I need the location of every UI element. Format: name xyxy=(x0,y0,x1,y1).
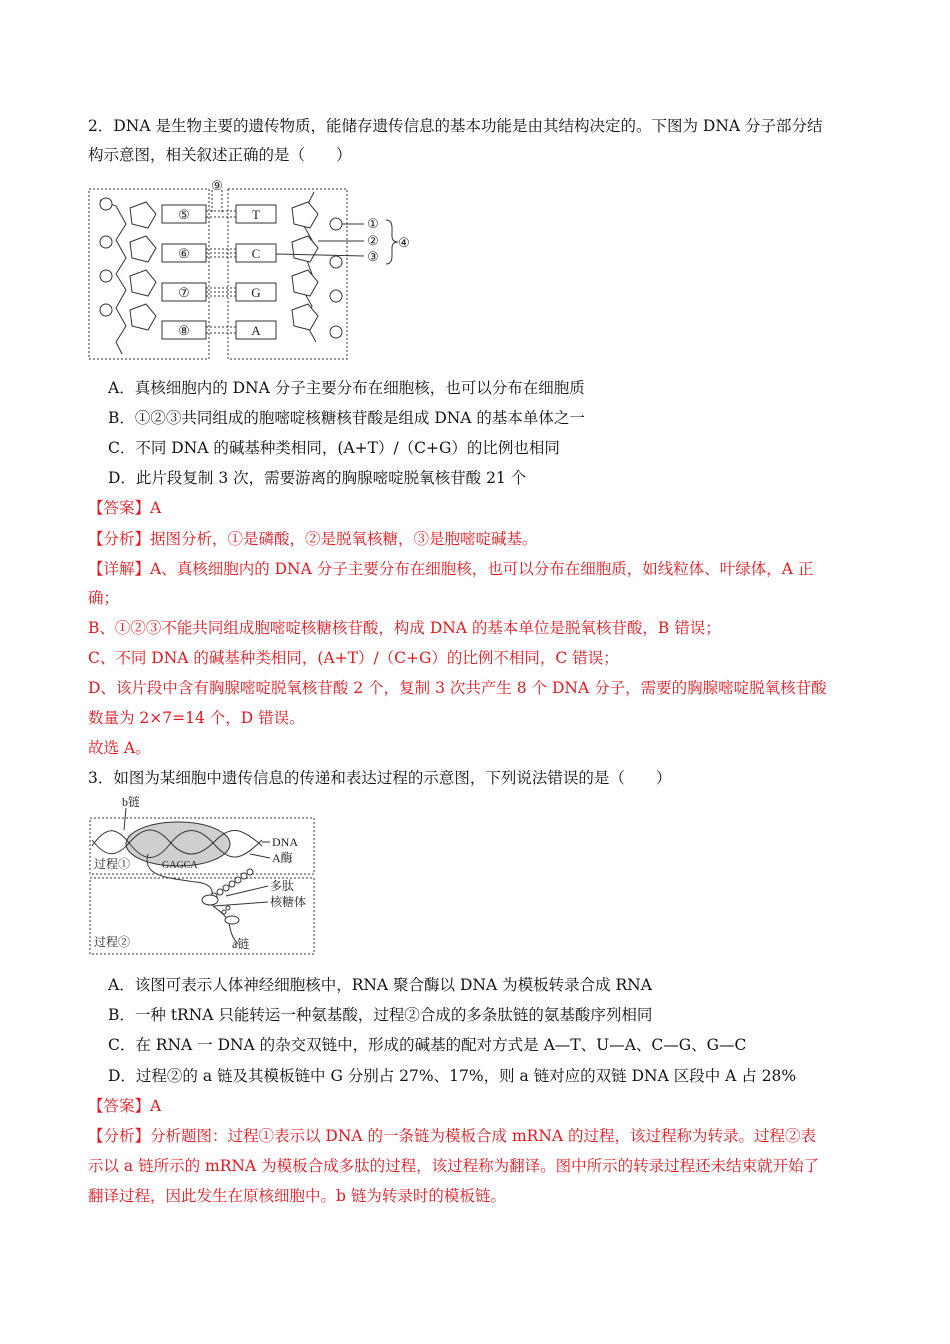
q2-stem-line2: 构示意图，相关叙述正确的是（ ） xyxy=(88,146,352,164)
q3-answer: 【答案】A xyxy=(88,1097,162,1115)
q3-option-c: C．在 RNA 一 DNA 的杂交双链中，形成的碱基的配对方式是 A—T、U—A、C—G、G—C xyxy=(108,1036,747,1054)
q2-option-d: D．此片段复制 3 次，需要游离的胸腺嘧啶脱氧核苷酸 21 个 xyxy=(108,469,527,487)
callout-1: ① xyxy=(367,216,379,231)
base-t: T xyxy=(252,207,260,222)
dna-structure-diagram xyxy=(86,178,410,362)
label-b-chain: b链 xyxy=(122,795,141,809)
q2-detail-line1: 【详解】A、真核细胞内的 DNA 分子主要分布在细胞核，也可以分布在细胞质，如线粒体、叶绿体，A 正 xyxy=(88,560,814,578)
label-process2: 过程② xyxy=(94,935,131,949)
label-process1: 过程① xyxy=(94,857,131,871)
callout-2: ② xyxy=(367,233,379,248)
callout-3: ③ xyxy=(367,249,379,264)
q2-detail-line5: D、该片段中含有胸腺嘧啶脱氧核苷酸 2 个，复制 3 次共产生 8 个 DNA 分子，需要的胸腺嘧啶脱氧核苷酸 xyxy=(88,679,827,697)
callout-9: ⑨ xyxy=(211,178,223,193)
label-8: ⑧ xyxy=(178,323,190,338)
q3-option-a: A．该图可表示人体神经细胞核中，RNA 聚合酶以 DNA 为模板转录合成 RNA xyxy=(108,976,652,994)
q2-detail-line2: 确； xyxy=(88,589,120,607)
q2-option-c: C．不同 DNA 的碱基种类相同，(A+T）/（C+G）的比例也相同 xyxy=(108,439,560,457)
label-dna: DNA xyxy=(272,835,298,849)
label-5: ⑤ xyxy=(178,207,190,222)
q3-analysis-line1: 【分析】分析题图：过程①表示以 DNA 的一条链为模板合成 mRNA 的过程，该过程称为转录。过程②表 xyxy=(88,1127,817,1145)
q3-option-d: D．过程②的 a 链及其模板链中 G 分别占 27%、17%，则 a 链对应的双链 DNA 区段中 A 占 28% xyxy=(108,1067,797,1085)
q3-analysis-line2: 示以 a 链所示的 mRNA 为模板合成多肽的过程，该过程称为翻译。图中所示的转录过程还未结束就开始了 xyxy=(88,1157,820,1175)
q3-analysis-line3: 翻译过程，因此发生在原核细胞中。b 链为转录时的模板链。 xyxy=(88,1187,506,1205)
base-c: C xyxy=(251,246,261,261)
q3-stem: 3．如图为某细胞中遗传信息的传递和表达过程的示意图，下列说法错误的是（ ） xyxy=(88,769,672,787)
callout-4: ④ xyxy=(398,235,410,250)
q2-conclusion: 故选 A。 xyxy=(88,739,151,757)
transcription-translation-diagram xyxy=(86,796,318,958)
label-7: ⑦ xyxy=(178,285,190,300)
q3-option-b: B．一种 tRNA 只能转运一种氨基酸，过程②合成的多条肽链的氨基酸序列相同 xyxy=(108,1006,653,1024)
q2-detail-line3: B、①②③不能共同组成胞嘧啶核糖核苷酸，构成 DNA 的基本单位是脱氧核苷酸，B 错误； xyxy=(88,619,721,637)
q2-detail-line4: C、不同 DNA 的碱基种类相同，(A+T）/（C+G）的比例不相同，C 错误； xyxy=(88,649,619,667)
label-a-enzyme: A酶 xyxy=(272,851,293,865)
base-a: A xyxy=(251,323,261,338)
base-g: G xyxy=(251,285,261,300)
label-a-chain: a链 xyxy=(232,937,250,951)
label-sequence: GAGCA xyxy=(162,860,198,871)
q2-detail-line6: 数量为 2×7=14 个，D 错误。 xyxy=(88,709,305,727)
q2-answer: 【答案】A xyxy=(88,499,162,517)
label-ribosome: 核糖体 xyxy=(270,895,307,909)
q2-analysis: 【分析】据图分析，①是磷酸，②是脱氧核糖，③是胞嘧啶碱基。 xyxy=(88,530,538,548)
q2-option-b: B．①②③共同组成的胞嘧啶核糖核苷酸是组成 DNA 的基本单体之一 xyxy=(108,409,585,427)
q2-stem-line1: 2．DNA 是生物主要的遗传物质，能储存遗传信息的基本功能是由其结构决定的。下图为 DNA 分子部分结 xyxy=(88,117,823,135)
label-polypeptide: 多肽 xyxy=(270,879,295,893)
q2-option-a: A．真核细胞内的 DNA 分子主要分布在细胞核，也可以分布在细胞质 xyxy=(108,379,585,397)
label-6: ⑥ xyxy=(178,246,190,261)
